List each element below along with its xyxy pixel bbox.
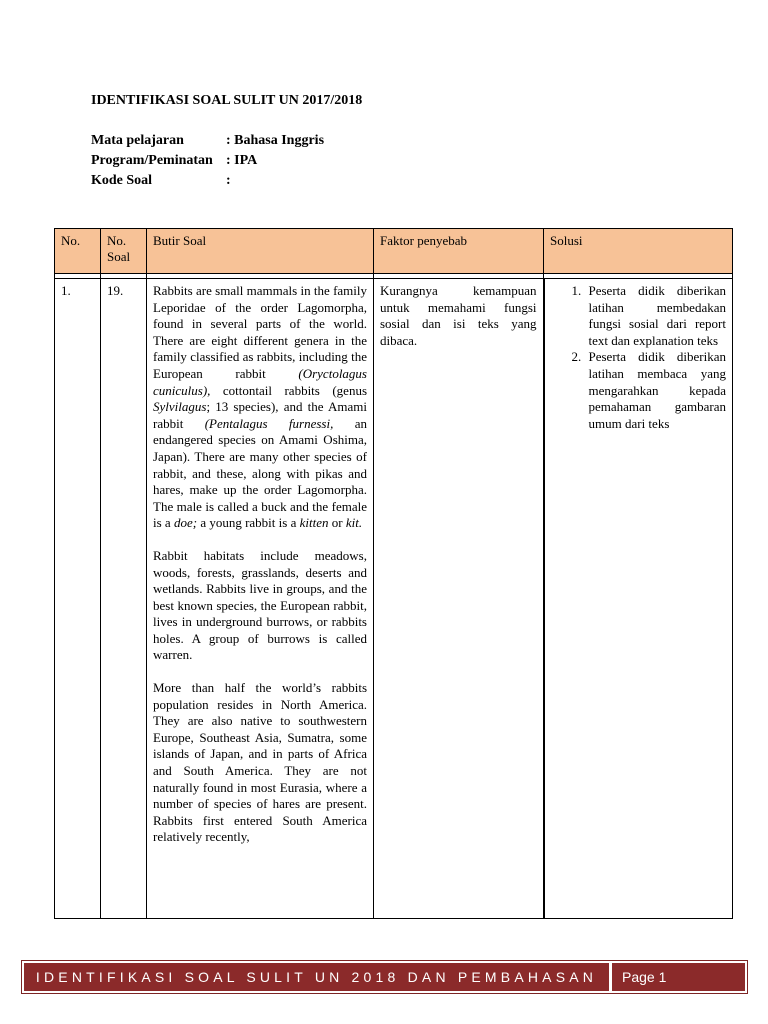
passage-paragraph-2: Rabbit habitats include meadows, woods, forests, grasslands, deserts and wetlands. Rabbits live in groups, and the best known species, the European rabbit, lives in underground burrows, or rabbits holes. A group of burrows is called warren. — [153, 547, 367, 663]
cell-solusi — [544, 279, 733, 919]
header-butir-soal: Butir Soal — [147, 229, 374, 274]
document-meta — [91, 131, 324, 191]
table-header-row — [55, 229, 733, 274]
meta-value: : — [226, 173, 231, 188]
meta-key: Mata pelajaran — [91, 133, 184, 148]
list-item: 1. Peserta didik diberikan latihan membedakan fungsi sosial dari report text dan explanation teks — [585, 283, 727, 349]
meta-key: Kode Soal — [91, 173, 153, 188]
meta-key: Program/Peminatan — [91, 153, 213, 168]
header-no: No. — [55, 229, 101, 274]
passage-paragraph-1: Rabbits are small mammals in the family Leporidae of the order Lagomorpha, found in several parts of the world. There are eight different genera in the family classified as rabbits, including the European rabbit (Oryctolagus cuniculus), cottontail rabbits (genus Sylvilagus; 13 species), and the Amami rabbit (Pentalagus furnessi, an endangered species on Amami Oshima, Japan). There are many other species of rabbit, and these, along with pikas and hares, make up the order Lagomorpha. The male is called a buck and the female is a doe; a young rabbit is a kitten or kit. — [153, 283, 367, 531]
page-footer — [21, 960, 748, 994]
header-faktor-penyebab: Faktor penyebab — [374, 229, 544, 274]
passage-paragraph-3: More than half the world’s rabbits population resides in North America. They are also native to southwestern Europe, Southeast Asia, Sumatra, some islands of Japan, and in parts of Africa and South America. They are not naturally found in most Eurasia, where a number of species of hares are present. Rabbits first entered South America relatively recently, — [153, 680, 367, 845]
table-row — [55, 279, 733, 919]
footer-title: IDENTIFIKASI SOAL SULIT UN 2018 DAN PEMBAHASAN — [24, 963, 609, 991]
meta-row-code — [91, 171, 324, 191]
identification-table — [54, 228, 733, 919]
meta-row-subject — [91, 131, 324, 151]
meta-value: : Bahasa Inggris — [226, 133, 325, 148]
cell-no-soal: 19. — [101, 279, 147, 919]
meta-row-program — [91, 151, 324, 171]
cell-butir-soal — [147, 279, 374, 919]
header-no-soal: No. Soal — [101, 229, 147, 274]
cell-no: 1. — [55, 279, 101, 919]
list-item: 2. Peserta didik diberikan latihan membaca yang mengarahkan kepada pemahaman gambaran umum dari teks — [585, 349, 727, 432]
meta-value: : IPA — [226, 153, 258, 168]
solution-list — [551, 283, 727, 432]
page-number: Page 1 — [612, 963, 745, 991]
document-title: IDENTIFIKASI SOAL SULIT UN 2017/2018 — [91, 93, 363, 108]
header-solusi: Solusi — [544, 229, 733, 274]
cell-faktor-penyebab: Kurangnya kemampuan untuk memahami fungsi sosial dan isi teks yang dibaca. — [374, 279, 544, 919]
